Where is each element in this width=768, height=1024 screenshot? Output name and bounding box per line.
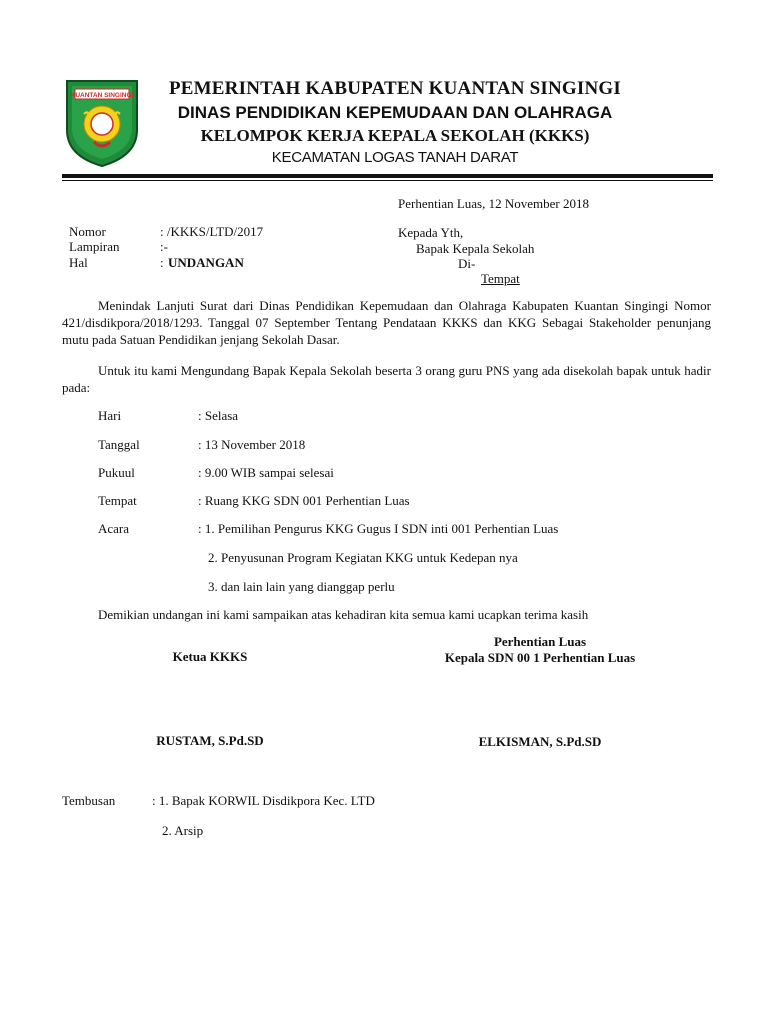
- signature-right-title: Kepala SDN 00 1 Perhentian Luas: [444, 650, 636, 665]
- detail-value: : 9.00 WIB sampai selesai: [198, 465, 334, 480]
- acara-item: 2. Penyusunan Program Kegiatan KKG untuk Kedepan nya: [208, 550, 518, 565]
- detail-label: Tempat: [98, 493, 137, 508]
- signature-left-title: Ketua KKKS: [172, 649, 248, 664]
- detail-value: : 13 November 2018: [198, 437, 306, 452]
- logo-banner-text: KUANTAN SINGINGI: [70, 92, 134, 99]
- nomor-value: : /KKKS/LTD/2017: [160, 224, 264, 239]
- signature-left-name: RUSTAM, S.Pd.SD: [156, 733, 264, 748]
- acara-item: 3. dan lain lain yang dianggap perlu: [208, 579, 395, 594]
- lampiran-value: :-: [160, 239, 168, 254]
- detail-label: Acara: [98, 521, 130, 536]
- detail-value: : Selasa: [198, 408, 239, 423]
- letterhead-divider-thin: [62, 180, 713, 181]
- hal-label: Hal: [69, 255, 88, 270]
- detail-value: : Ruang KKG SDN 001 Perhentian Luas: [198, 493, 410, 508]
- hal-value: UNDANGAN: [168, 255, 244, 270]
- hal-colon: :: [160, 255, 164, 270]
- signature-right-name: ELKISMAN, S.Pd.SD: [478, 734, 602, 749]
- lampiran-label: Lampiran: [69, 239, 120, 254]
- regency-logo: [64, 78, 140, 168]
- signature-right-place: Perhentian Luas: [493, 634, 587, 649]
- letterhead-district: KECAMATAN LOGAS TANAH DARAT: [271, 149, 519, 166]
- addressee-recipient: Bapak Kepala Sekolah: [416, 241, 535, 256]
- addressee-place: Tempat: [481, 271, 520, 286]
- letterhead-government: PEMERINTAH KABUPATEN KUANTAN SINGINGI: [169, 78, 621, 99]
- cc-label: Tembusan: [62, 793, 116, 808]
- detail-label: Pukuul: [98, 465, 135, 480]
- letterhead-department: DINAS PENDIDIKAN KEPEMUDAAN DAN OLAHRAGA: [177, 103, 613, 122]
- body-paragraph-1: Menindak Lanjuti Surat dari Dinas Pendidikan Kepemudaan dan Olahraga Kabupaten Kuantan Singingi Nomor 421/disdikpora/2018/1293. Tanggal 07 September Tentang Pendataan KKKS dan KKG Sebagai Stakeholder penunjang mutu pada Satuan Pendidikan jenjang Sekolah Dasar.: [62, 298, 711, 347]
- addressee-salutation: Kepada Yth,: [398, 225, 464, 240]
- nomor-label: Nomor: [69, 224, 106, 239]
- cc-item: 2. Arsip: [162, 823, 204, 838]
- letterhead-group: KELOMPOK KERJA KEPALA SEKOLAH (KKKS): [200, 126, 590, 145]
- letterhead-divider-thick: [62, 174, 713, 178]
- body-paragraph-2: Untuk itu kami Mengundang Bapak Kepala Sekolah beserta 3 orang guru PNS yang ada disekolah bapak untuk hadir pada:: [62, 363, 711, 395]
- closing-sentence: Demikian undangan ini kami sampaikan atas kehadiran kita semua kami ucapkan terima kasih: [98, 607, 589, 622]
- letter-date: Perhentian Luas, 12 November 2018: [398, 196, 589, 211]
- cc-item: : 1. Bapak KORWIL Disdikpora Kec. LTD: [152, 793, 375, 808]
- addressee-di: Di-: [458, 256, 476, 271]
- detail-label: Hari: [98, 408, 122, 423]
- detail-label: Tanggal: [98, 437, 140, 452]
- detail-value: : 1. Pemilihan Pengurus KKG Gugus I SDN inti 001 Perhentian Luas: [198, 521, 559, 536]
